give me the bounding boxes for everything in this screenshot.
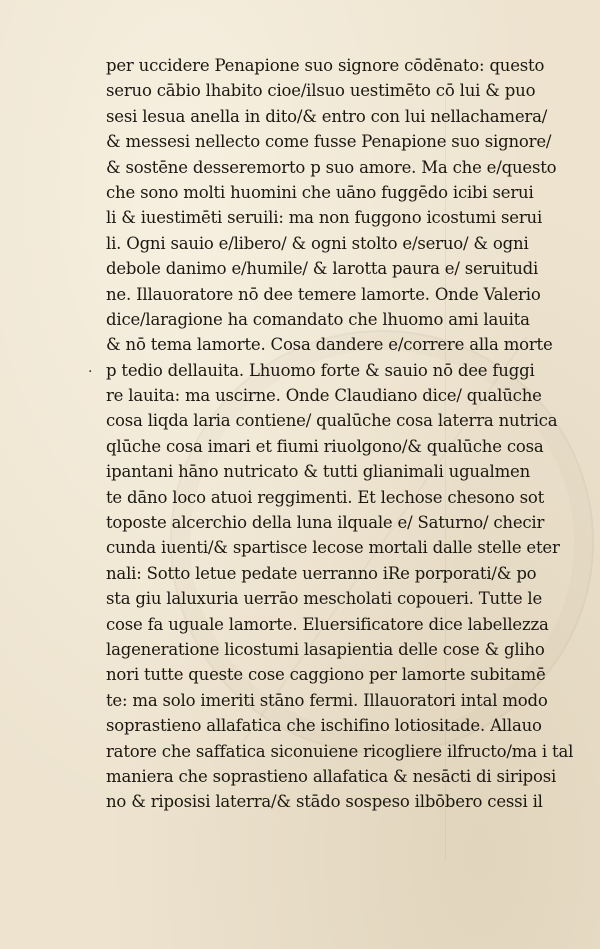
text-line: te dāno loco atuoi reggimenti. Et lechose chesono sot (106, 487, 545, 507)
text-line: toposte alcerchio della luna ilquale e/ Saturno/ checir (106, 513, 545, 533)
text-line: cose fa uguale lamorte. Eluersificatore dice labellezza (106, 614, 549, 634)
text-line: re lauita: ma uscirne. Onde Claudiano dice/ qualūche (106, 386, 542, 406)
text-line: nori tutte queste cose caggiono per lamorte subitamē (106, 665, 546, 685)
text-line: sta giu laluxuria uerrāo mescholati copoueri. Tutte le (106, 589, 543, 609)
text-line: no & riposisi laterra/& stādo sospeso ilbōbero cessi il (106, 792, 543, 812)
text-line: cosa liqda laria contiene/ qualūche cosa laterra nutrica (106, 411, 558, 431)
text-line: cunda iuenti/& spartisce lecose mortali dalle stelle eter (106, 538, 560, 558)
text-line: per uccidere Penapione suo signore cōdēnato: questo (106, 56, 545, 75)
text-line: maniera che soprastieno allafatica & nesācti di siriposi (106, 766, 557, 786)
text-line: & messesi nellecto come fusse Penapione suo signore/ (106, 132, 552, 152)
text-line: li & iuestimēti seruili: ma non fuggono icostumi serui (106, 208, 543, 228)
text-line: dice/laragione ha comandato che lhuomo ami lauita (106, 309, 530, 329)
text-line: & sostēne desseremorto p suo amore. Ma che e/questo (106, 157, 557, 177)
text-line: qlūche cosa imari et fiumi riuolgono/& qualūche cosa (106, 436, 544, 456)
text-block (106, 53, 590, 815)
text-line: p tedio dellauita. Lhuomo forte & sauio nō dee fuggi (106, 360, 535, 380)
text-line: che sono molti huomini che uāno fuggēdo icibi serui (106, 182, 534, 202)
text-line: ipantani hāno nutricato & tutti glianimali ugualmen (106, 462, 531, 482)
margin-mark: . (88, 360, 93, 376)
text-line: nali: Sotto letue pedate uerranno iRe porporati/& po (106, 563, 537, 583)
text-line: & nō tema lamorte. Cosa dandere e/correre alla morte (106, 335, 553, 355)
text-line: ne. Illauoratore nō dee temere lamorte. Onde Valerio (106, 284, 541, 304)
text-line: lageneratione licostumi lasapientia delle cose & gliho (106, 639, 545, 659)
text-line: ratore che saffatica siconuiene ricogliere ilfructo/ma i tal (106, 741, 574, 761)
text-line: soprastieno allafatica che ischifino lotiositade. Allauo (106, 716, 542, 736)
text-line: sesi lesua anella in dito/& entro con lui nellachamera/ (106, 106, 548, 126)
text-line: li. Ogni sauio e/libero/ & ogni stolto e/seruo/ & ogni (106, 233, 529, 253)
text-line: te: ma solo imeriti stāno fermi. Illauoratori intal modo (106, 690, 548, 710)
text-line: seruo cābio lhabito cioe/ilsuo uestimēto cō lui & puo (106, 81, 536, 101)
text-line: debole danimo e/humile/ & larotta paura e/ seruitudi (106, 259, 539, 279)
